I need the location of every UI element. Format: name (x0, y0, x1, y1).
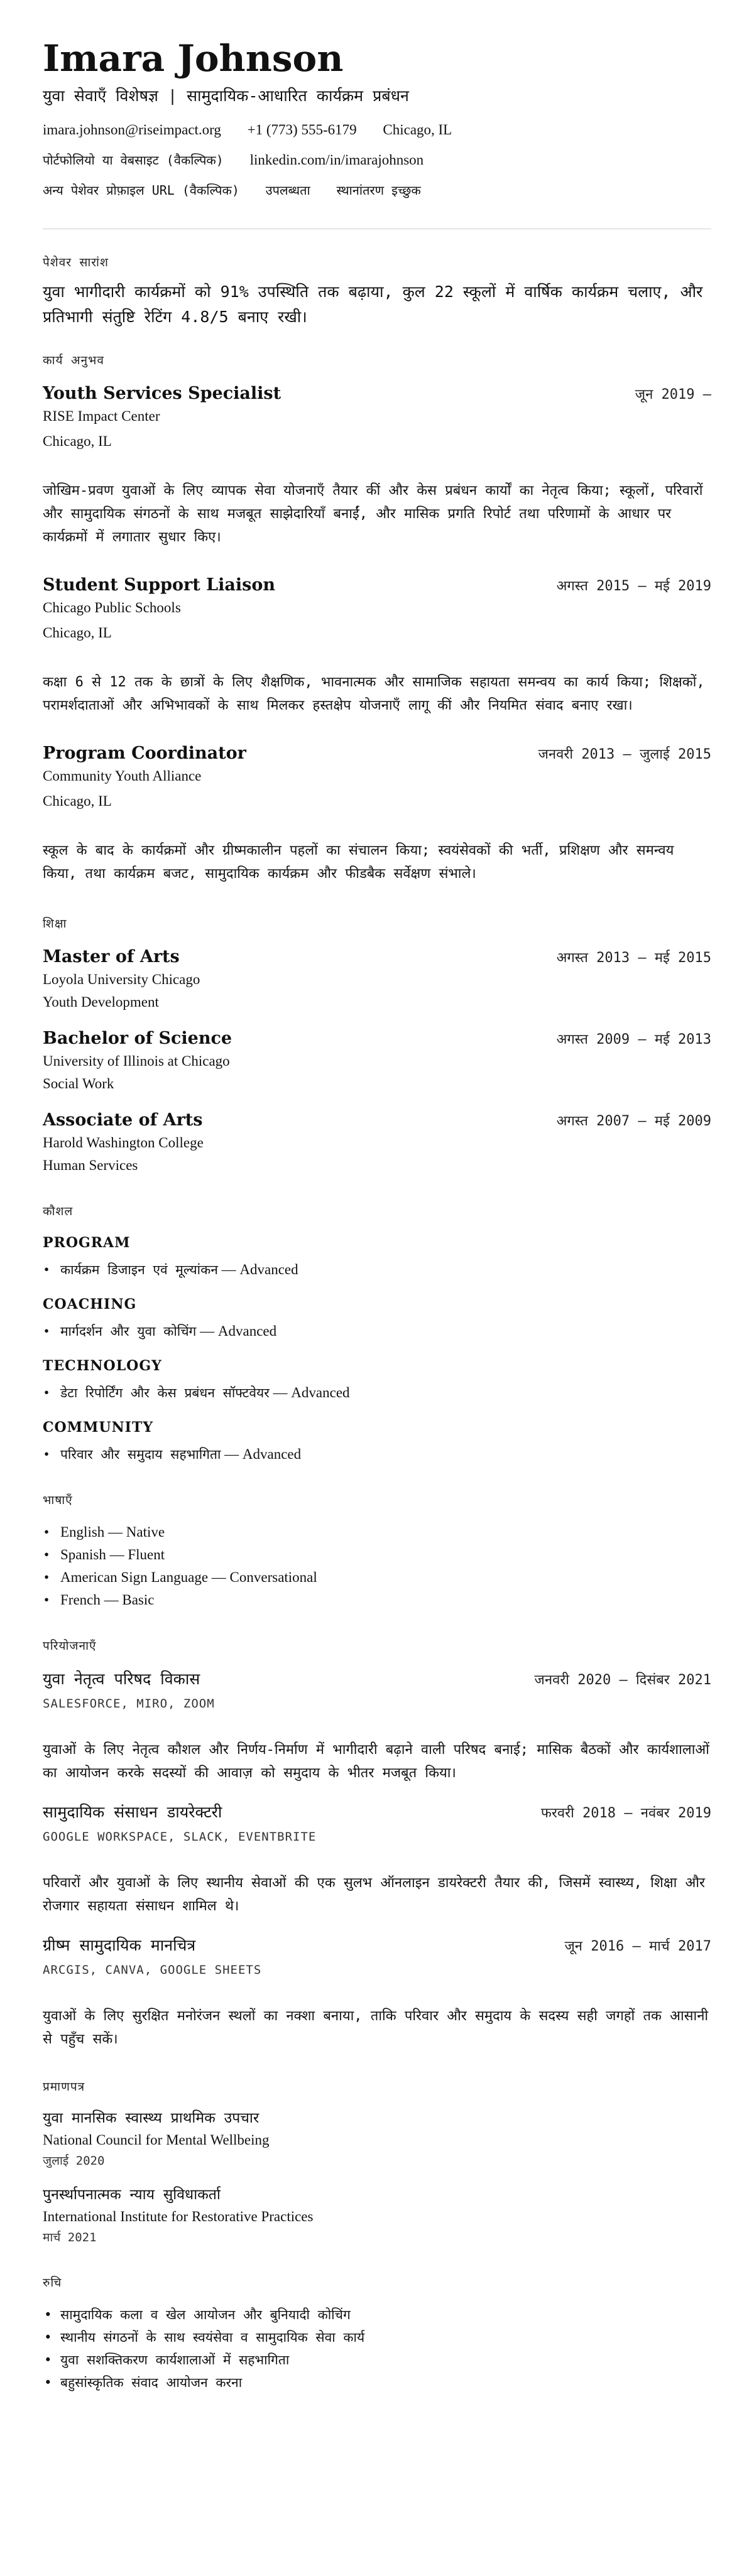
degree: Master of Arts (43, 947, 180, 966)
project-dates: जून 2016 — मार्च 2017 (564, 1939, 711, 1954)
education-dates: अगस्त 2009 — मई 2013 (556, 1032, 711, 1047)
project-item (43, 1934, 711, 2051)
section-title-education: शिक्षा (43, 917, 67, 931)
section-title-summary: पेशेवर सारांश (43, 256, 109, 269)
education-item (43, 1027, 711, 1095)
interest-item: • युवा सशक्तिकरण कार्यशालाओं में सहभागिता (43, 2349, 711, 2371)
project-tools: SALESFORCE, MIRO, ZOOM (43, 1697, 215, 1711)
contact-row-2 (43, 151, 711, 170)
degree: Bachelor of Science (43, 1029, 232, 1048)
contact-row-3 (43, 181, 711, 200)
project-name: ग्रीष्म सामुदायिक मानचित्र (43, 1936, 196, 1954)
skill-group-title: TECHNOLOGY (43, 1358, 162, 1374)
skill-name: डेटा रिपोर्टिंग और केस प्रबंधन सॉफ्टवेयर (60, 1385, 270, 1400)
language-item: • American Sign Language — Conversational (43, 1566, 711, 1589)
project-item (43, 1801, 711, 1918)
candidate-name: Imara Johnson (43, 37, 344, 80)
language-item: • French — Basic (43, 1589, 711, 1611)
employer: RISE Impact Center (43, 408, 160, 424)
job-dates: अगस्त 2015 — मई 2019 (556, 578, 711, 594)
degree: Associate of Arts (43, 1110, 203, 1130)
skill-level: Advanced (291, 1385, 350, 1400)
skill-group-title: COACHING (43, 1296, 137, 1312)
experience-item (43, 742, 711, 885)
skill-item: • कार्यक्रम डिजाइन एवं मूल्यांकन — Advanced (43, 1258, 711, 1281)
contact-row-1 (43, 121, 711, 139)
skill-level: Advanced (239, 1262, 298, 1277)
education-item (43, 946, 711, 1014)
other-profile-link[interactable]: अन्य पेशेवर प्रोफ़ाइल URL (वैकल्पिक) (43, 183, 239, 198)
certification-issuer: National Council for Mental Wellbeing (43, 2132, 270, 2148)
field-of-study: Human Services (43, 1157, 138, 1173)
job-title: Program Coordinator (43, 744, 246, 763)
project-item (43, 1668, 711, 1785)
skill-name: परिवार और समुदाय सहभागिता (60, 1447, 221, 1462)
headline: युवा सेवाएँ विशेषज्ञ | सामुदायिक-आधारित कार्यक्रम प्रबंधन (43, 87, 409, 105)
project-description: युवाओं के लिए सुरक्षित मनोरंजन स्थलों का नक्शा बनाया, ताकि परिवार और समुदाय के सदस्य सही जगहों तक आसानी से पहुँच सकें। (43, 2008, 709, 2047)
location: Chicago, IL (383, 122, 452, 138)
certification-name: पुनर्स्थापनात्मक न्याय सुविधाकर्ता (43, 2187, 221, 2203)
phone-number: +1 (773) 555-6179 (247, 122, 357, 138)
skill-group (43, 1418, 711, 1466)
skill-name: मार्गदर्शन और युवा कोचिंग (60, 1324, 197, 1339)
skill-name: कार्यक्रम डिजाइन एवं मूल्यांकन (60, 1262, 218, 1277)
portfolio-link[interactable]: पोर्टफोलियो या वेबसाइट (वैकल्पिक) (43, 153, 224, 168)
section-title-interests: रुचि (43, 2276, 62, 2290)
project-dates: फरवरी 2018 — नवंबर 2019 (540, 1805, 711, 1821)
certification-item (43, 2108, 711, 2170)
job-location: Chicago, IL (43, 433, 112, 449)
language-list (43, 1521, 711, 1611)
section-title-certifications: प्रमाणपत्र (43, 2080, 85, 2094)
skill-item: • डेटा रिपोर्टिंग और केस प्रबंधन सॉफ्टवेयर — Advanced (43, 1382, 711, 1404)
field-of-study: Social Work (43, 1076, 114, 1091)
certification-date: जुलाई 2020 (43, 2154, 105, 2168)
skill-level: Advanced (242, 1446, 302, 1462)
summary-text: युवा भागीदारी कार्यक्रमों को 91% उपस्थिति तक बढ़ाया, कुल 22 स्कूलों में वार्षिक कार्यक्रम चलाए, और प्रतिभागी संतुष्टि रेटिंग 4.8/5 बनाए रखी। (43, 283, 703, 326)
education-dates: अगस्त 2013 — मई 2015 (556, 950, 711, 966)
job-description: स्कूल के बाद के कार्यक्रमों और ग्रीष्मकालीन पहलों का संचालन किया; स्वयंसेवकों की भर्ती, प्रशिक्षण और समन्वय किया, तथा कार्यक्रम बजट, सामुदायिक कार्यक्रम और फीडबैक सर्वेक्षण संभाले। (43, 843, 674, 882)
skill-group (43, 1233, 711, 1281)
skill-item: • परिवार और समुदाय सहभागिता — Advanced (43, 1443, 711, 1466)
project-dates: जनवरी 2020 — दिसंबर 2021 (534, 1672, 711, 1688)
employer: Community Youth Alliance (43, 768, 202, 784)
email-link[interactable]: imara.johnson@riseimpact.org (43, 122, 221, 138)
school: University of Illinois at Chicago (43, 1053, 230, 1069)
project-tools: GOOGLE WORKSPACE, SLACK, EVENTBRITE (43, 1830, 317, 1844)
job-location: Chicago, IL (43, 625, 112, 641)
skill-group-title: COMMUNITY (43, 1419, 154, 1436)
interest-item: • बहुसांस्कृतिक संवाद आयोजन करना (43, 2371, 711, 2394)
skill-item: • मार्गदर्शन और युवा कोचिंग — Advanced (43, 1320, 711, 1343)
experience-item (43, 574, 711, 717)
job-dates: जनवरी 2013 — जुलाई 2015 (538, 747, 711, 762)
school: Harold Washington College (43, 1135, 204, 1150)
skill-group-title: PROGRAM (43, 1235, 131, 1251)
education-dates: अगस्त 2007 — मई 2009 (556, 1113, 711, 1129)
job-dates: जून 2019 — (635, 387, 711, 403)
job-description: जोखिम-प्रवण युवाओं के लिए व्यापक सेवा योजनाएँ तैयार कीं और केस प्रबंधन कार्यों का नेतृत्व किया; स्कूलों, परिवारों और सामुदायिक संगठनों के साथ मजबूत साझेदारियाँ बनाईं, और मासिक प्रगति रिपोर्ट तथा परिणामों के आधार पर कार्यक्रमों में लगातार सुधार किए। (43, 483, 703, 545)
job-description: कक्षा 6 से 12 तक के छात्रों के लिए शैक्षणिक, भावनात्मक और सामाजिक सहायता समन्वय का कार्य किया; शिक्षकों, परामर्शदाताओं और अभिभावकों के साथ मिलकर हस्तक्षेप योजनाएँ लागू कीं और नियमित संवाद बनाए रखा। (43, 674, 705, 713)
language-item: • English — Native (43, 1521, 711, 1544)
certification-date: मार्च 2021 (43, 2231, 97, 2244)
relocation: स्थानांतरण इच्छुक (336, 183, 421, 198)
interest-list (43, 2303, 711, 2394)
interest-item: • सामुदायिक कला व खेल आयोजन और बुनियादी कोचिंग (43, 2303, 711, 2326)
section-title-projects: परियोजनाएँ (43, 1639, 97, 1653)
section-title-skills: कौशल (43, 1204, 74, 1218)
skill-level: Advanced (217, 1323, 277, 1339)
certification-item (43, 2184, 711, 2247)
project-tools: ARCGIS, CANVA, GOOGLE SHEETS (43, 1963, 262, 1977)
field-of-study: Youth Development (43, 994, 159, 1010)
experience-item (43, 382, 711, 549)
project-description: परिवारों और युवाओं के लिए स्थानीय सेवाओं की एक सुलभ ऑनलाइन डायरेक्टरी तैयार की, जिसमें स्वास्थ्य, शिक्षा और रोजगार सहायता संसाधन शामिल थे। (43, 1875, 706, 1914)
linkedin-link[interactable]: linkedin.com/in/imarajohnson (249, 152, 424, 168)
job-title: Student Support Liaison (43, 575, 275, 595)
skill-group (43, 1295, 711, 1343)
section-title-languages: भाषाएँ (43, 1493, 73, 1507)
job-title: Youth Services Specialist (43, 384, 281, 403)
employer: Chicago Public Schools (43, 600, 181, 615)
certification-issuer: International Institute for Restorative Practices (43, 2209, 314, 2224)
education-item (43, 1109, 711, 1177)
language-item: • Spanish — Fluent (43, 1544, 711, 1566)
certification-name: युवा मानसिक स्वास्थ्य प्राथमिक उपचार (43, 2110, 260, 2126)
project-name: सामुदायिक संसाधन डायरेक्टरी (43, 1803, 222, 1821)
school: Loyola University Chicago (43, 971, 200, 987)
project-description: युवाओं के लिए नेतृत्व कौशल और निर्णय-निर्माण में भागीदारी बढ़ाने वाली परिषद बनाई; मासिक बैठकों और कार्यशालाओं का आयोजन करके सदस्यों की आवाज़ को समुदाय के भीतर मजबूत किया। (43, 1742, 709, 1781)
availability: उपलब्धता (265, 183, 310, 198)
section-title-experience: कार्य अनुभव (43, 354, 104, 367)
skill-group (43, 1356, 711, 1404)
project-name: युवा नेतृत्व परिषद विकास (43, 1670, 200, 1688)
interest-item: • स्थानीय संगठनों के साथ स्वयंसेवा व सामुदायिक सेवा कार्य (43, 2326, 711, 2349)
job-location: Chicago, IL (43, 793, 112, 809)
